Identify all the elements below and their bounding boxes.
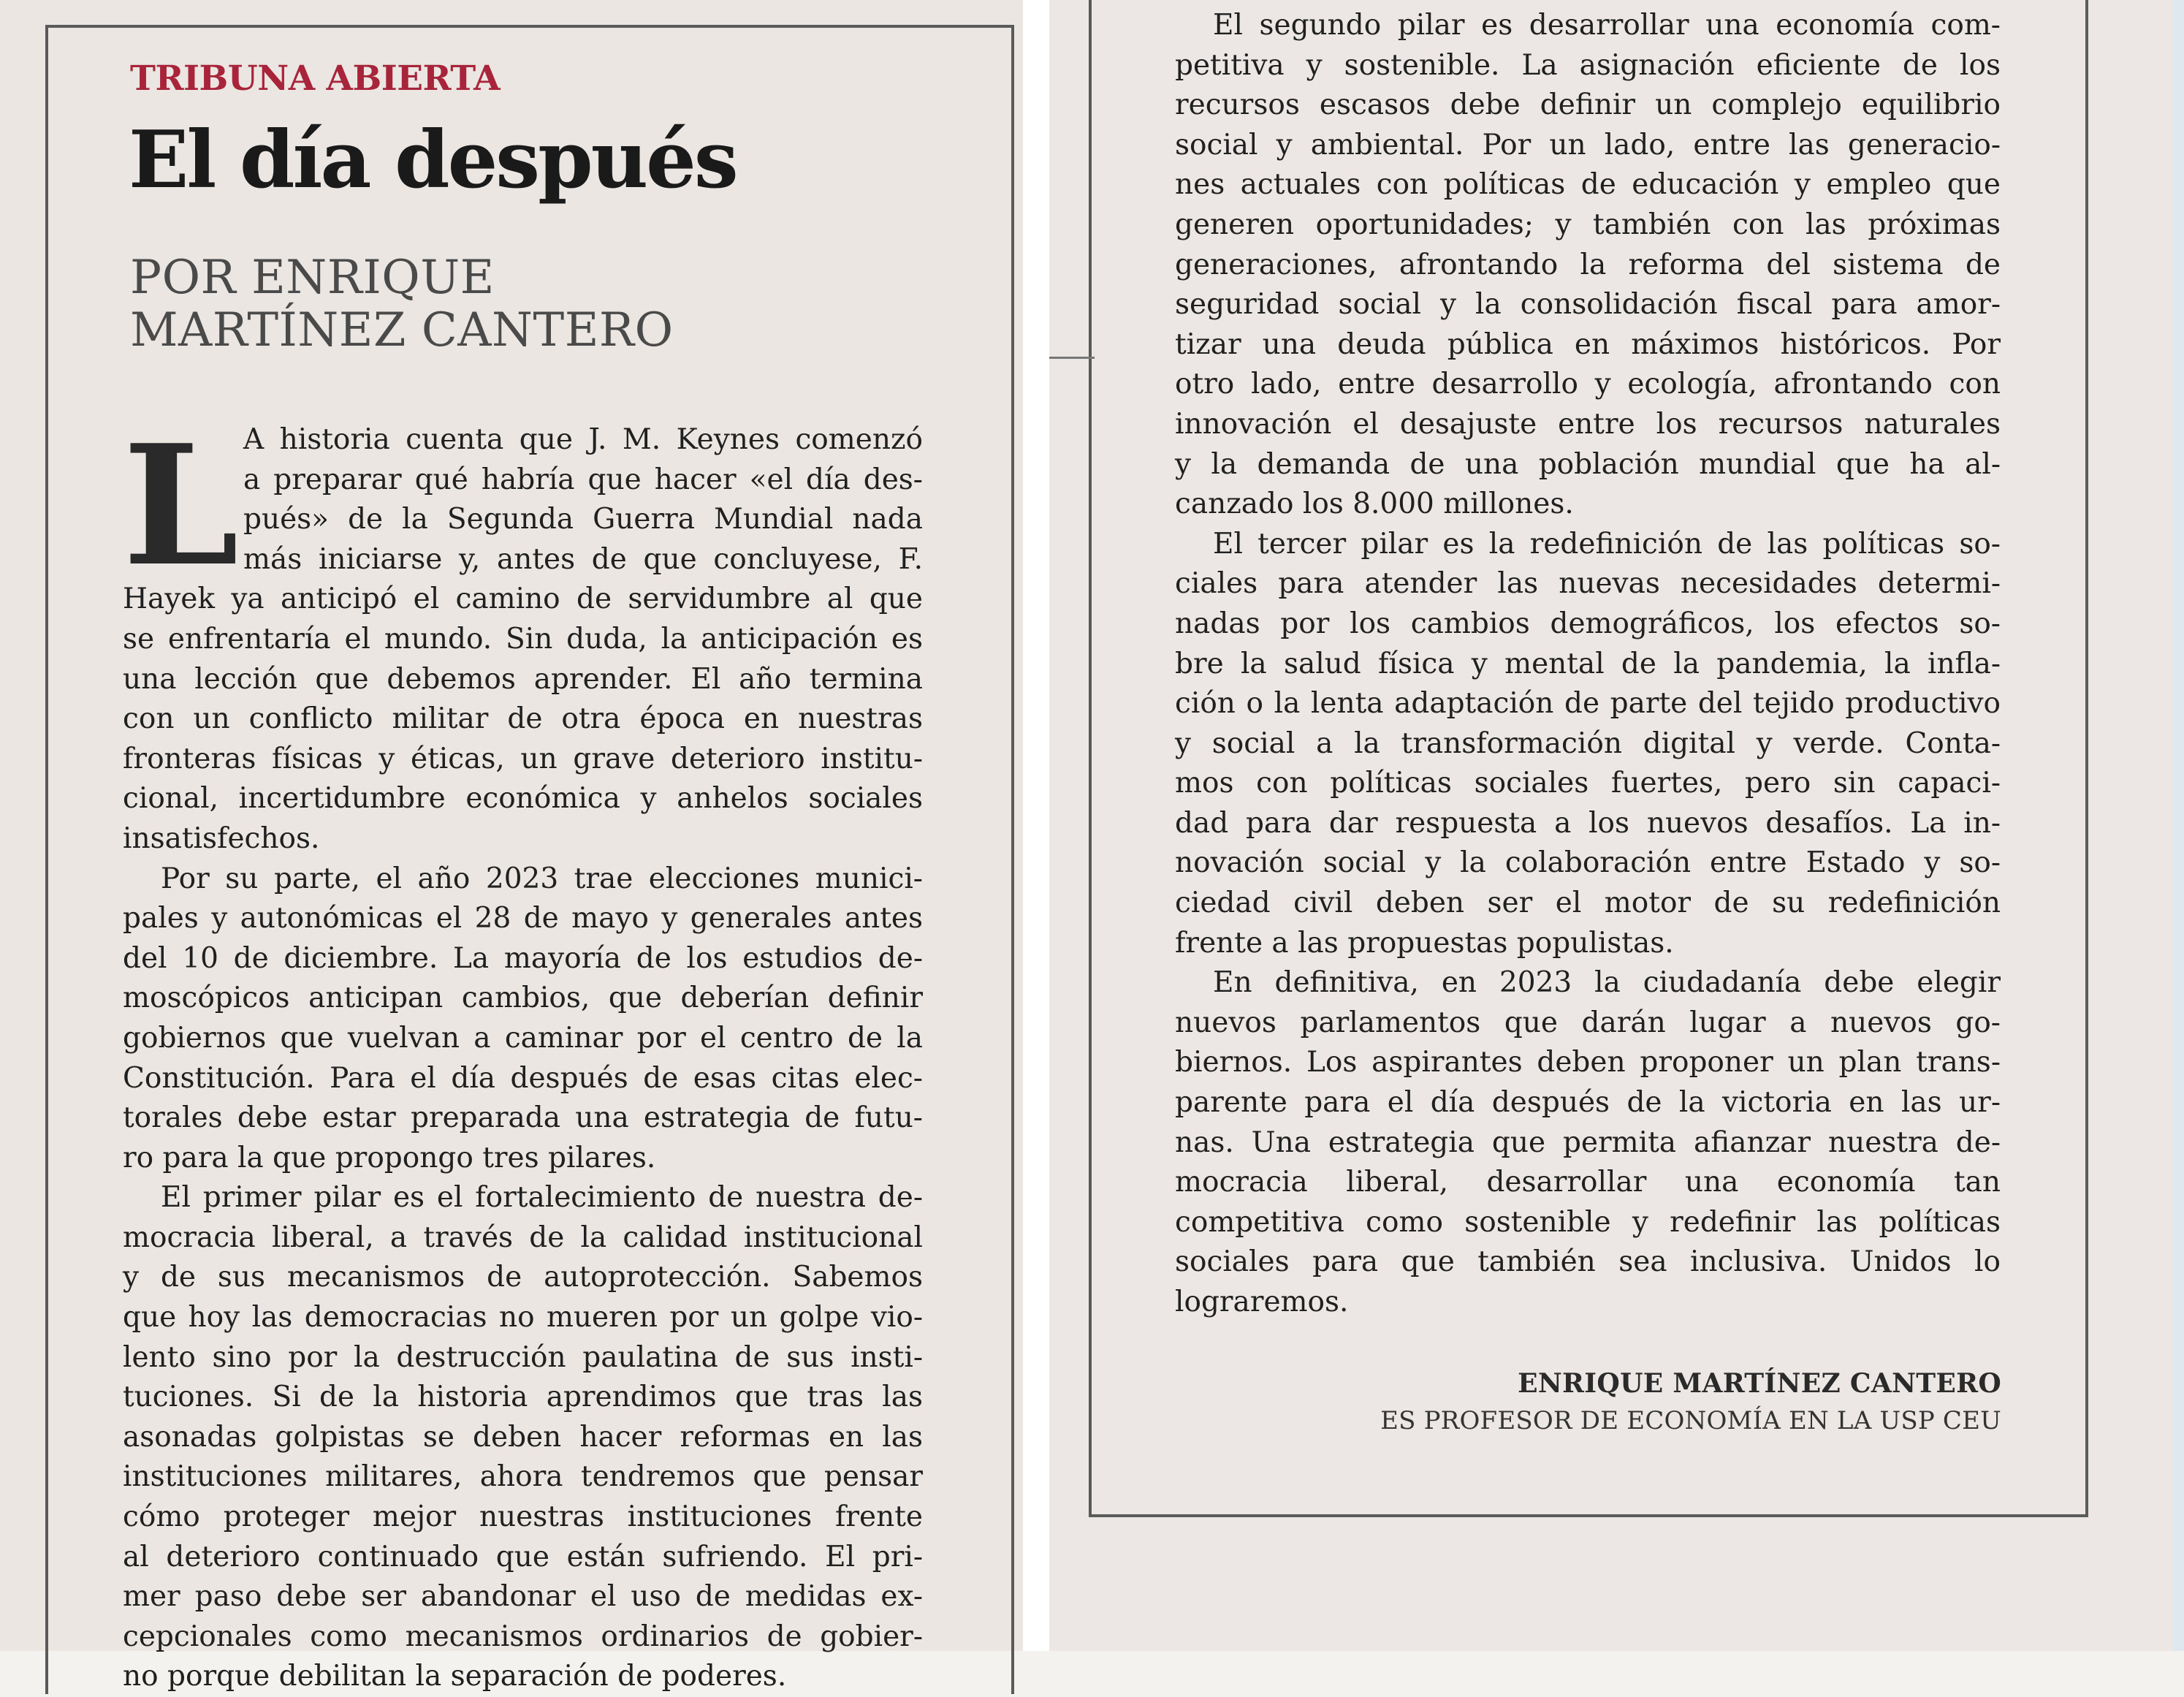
text-line: frente a las propuestas populistas. bbox=[1175, 926, 1674, 960]
byline bbox=[130, 251, 674, 357]
text-line: parente para el día después de la victoria en las ur- bbox=[1175, 1086, 2001, 1120]
text-line: moscópicos anticipan cambios, que deberían definir bbox=[123, 982, 923, 1015]
text-line: cepcionales como mecanismos ordinarios de gobier- bbox=[123, 1620, 923, 1653]
text-line: competitiva como sostenible y redefinir las políticas bbox=[1175, 1205, 2001, 1239]
text-line: mos con políticas sociales fuertes, pero sin capaci- bbox=[1175, 767, 2001, 800]
section-label: TRIBUNA ABIERTA bbox=[130, 58, 501, 99]
text-line: se enfrentaría el mundo. Sin duda, la anticipación es bbox=[123, 622, 923, 656]
scan-gap bbox=[1023, 0, 1049, 1651]
text-line: una lección que debemos aprender. El año termina bbox=[123, 662, 923, 696]
text-line: ro para la que propongo tres pilares. bbox=[123, 1141, 656, 1174]
text-line: ción o la lenta adaptación de parte del tejido productivo bbox=[1175, 687, 2001, 721]
text-line: tuciones. Si de la historia aprendimos que tras las bbox=[123, 1381, 923, 1414]
text-line: no porque debilitan la separación de poderes. bbox=[123, 1660, 787, 1693]
text-line: nes actuales con políticas de educación y empleo que bbox=[1175, 168, 2001, 202]
text-line: ciedad civil deben ser el motor de su redefinición bbox=[1175, 887, 2001, 920]
text-line: tizar una deuda pública en máximos históricos. Por bbox=[1175, 327, 2001, 361]
text-line: petitiva y sostenible. La asignación eficiente de los bbox=[1175, 48, 2001, 82]
text-line: biernos. Los aspirantes deben proponer un plan trans- bbox=[1175, 1046, 2001, 1079]
text-line: cómo proteger mejor nuestras instituciones frente bbox=[123, 1500, 923, 1534]
text-line: lograremos. bbox=[1175, 1286, 1349, 1318]
text-line: El segundo pilar es desarrollar una economía com- bbox=[1213, 9, 2001, 42]
drop-cap: L bbox=[123, 409, 239, 603]
text-line: y la demanda de una población mundial que ha al- bbox=[1175, 447, 2001, 481]
text-line: El tercer pilar es la redefinición de las políticas so- bbox=[1213, 527, 2001, 561]
text-line: generaciones, afrontando la reforma del sistema de bbox=[1175, 248, 2001, 281]
text-line: lento sino por la destrucción paulatina de sus insti- bbox=[123, 1340, 923, 1374]
text-line: generen oportunidades; y también con las próximas bbox=[1175, 208, 2001, 241]
text-line: recursos escasos debe definir un complejo equilibrio bbox=[1175, 88, 2001, 122]
text-line: con un conflicto militar de otra época en nuestras bbox=[123, 702, 923, 736]
text-line: nadas por los cambios demográficos, los efectos so- bbox=[1175, 607, 2001, 640]
text-line: otro lado, entre desarrollo y ecología, afrontando con bbox=[1175, 368, 2001, 401]
text-line: mer paso debe ser abandonar el uso de medidas ex- bbox=[123, 1580, 923, 1614]
text-line: novación social y la colaboración entre Estado y so- bbox=[1175, 846, 2001, 880]
text-line: instituciones militares, ahora tendremos que pensar bbox=[123, 1460, 923, 1494]
headline: El día después bbox=[129, 114, 737, 206]
text-line: nas. Una estrategia que permita afianzar nuestra de- bbox=[1175, 1125, 2001, 1159]
frame-rule bbox=[1049, 357, 1095, 359]
text-line: pués» de la Segunda Guerra Mundial nada bbox=[243, 503, 923, 536]
text-line: Por su parte, el año 2023 trae elecciones munici- bbox=[161, 862, 923, 895]
text-line: y social a la transformación digital y verde. Conta- bbox=[1175, 726, 2001, 760]
text-line: que hoy las democracias no mueren por un golpe vio- bbox=[123, 1301, 923, 1335]
text-line: al deterioro continuado que están sufriendo. El pri- bbox=[123, 1540, 923, 1573]
author-role: ES PROFESOR DE ECONOMÍA EN LA USP CEU bbox=[1380, 1406, 2001, 1435]
text-line: pales y autonómicas el 28 de mayo y generales antes bbox=[123, 902, 923, 935]
text-line: fronteras físicas y éticas, un grave deterioro institu- bbox=[123, 742, 923, 775]
text-line: sociales para que también sea inclusiva. Unidos lo bbox=[1175, 1245, 2001, 1279]
text-line: insatisfechos. bbox=[123, 821, 320, 855]
text-line: seguridad social y la consolidación fiscal para amor- bbox=[1175, 288, 2001, 322]
text-line: ciales para atender las nuevas necesidades determi- bbox=[1175, 567, 2001, 601]
text-line: Hayek ya anticipó el camino de servidumbre al que bbox=[123, 582, 923, 616]
author-name: ENRIQUE MARTÍNEZ CANTERO bbox=[1518, 1368, 2001, 1399]
text-line: dad para dar respuesta a los nuevos desafíos. La in- bbox=[1175, 806, 2001, 840]
byline-line: MARTÍNEZ CANTERO bbox=[130, 303, 674, 357]
text-line: mocracia liberal, a través de la calidad institucional bbox=[123, 1220, 923, 1254]
text-line: más iniciarse y, antes de que concluyese, F. bbox=[243, 542, 923, 576]
text-line: del 10 de diciembre. La mayoría de los estudios de- bbox=[123, 941, 923, 975]
text-line: torales debe estar preparada una estrategia de futu- bbox=[123, 1101, 923, 1135]
right-column bbox=[1175, 6, 2001, 1323]
text-line: mocracia liberal, desarrollar una economía tan bbox=[1175, 1166, 2001, 1199]
text-line: nuevos parlamentos que darán lugar a nuevos go- bbox=[1175, 1006, 2001, 1039]
text-line: bre la salud física y mental de la pandemia, la infla- bbox=[1175, 647, 2001, 680]
text-line: El primer pilar es el fortalecimiento de nuestra de- bbox=[161, 1181, 923, 1215]
text-line: social y ambiental. Por un lado, entre las generacio- bbox=[1175, 128, 2001, 162]
byline-line: POR ENRIQUE bbox=[130, 251, 495, 305]
text-line: asonadas golpistas se deben hacer reformas en las bbox=[123, 1420, 923, 1454]
text-line: innovación el desajuste entre los recursos naturales bbox=[1175, 407, 2001, 441]
text-line: cional, incertidumbre económica y anhelos sociales bbox=[123, 782, 923, 816]
text-line: Constitución. Para el día después de esas citas elec- bbox=[123, 1061, 923, 1095]
text-line: a preparar qué habría que hacer «el día des- bbox=[243, 463, 923, 496]
right-edge bbox=[2173, 0, 2184, 1651]
text-line: y de sus mecanismos de autoprotección. Sabemos bbox=[123, 1261, 923, 1294]
left-column bbox=[123, 409, 923, 1697]
text-line: canzado los 8.000 millones. bbox=[1175, 487, 1574, 521]
text-line: A historia cuenta que J. M. Keynes comenzó bbox=[243, 423, 923, 456]
text-line: gobiernos que vuelvan a caminar por el centro de la bbox=[123, 1021, 923, 1055]
author-signature bbox=[1380, 1368, 2001, 1435]
text-line: En definitiva, en 2023 la ciudadanía debe elegir bbox=[1213, 966, 2001, 1000]
